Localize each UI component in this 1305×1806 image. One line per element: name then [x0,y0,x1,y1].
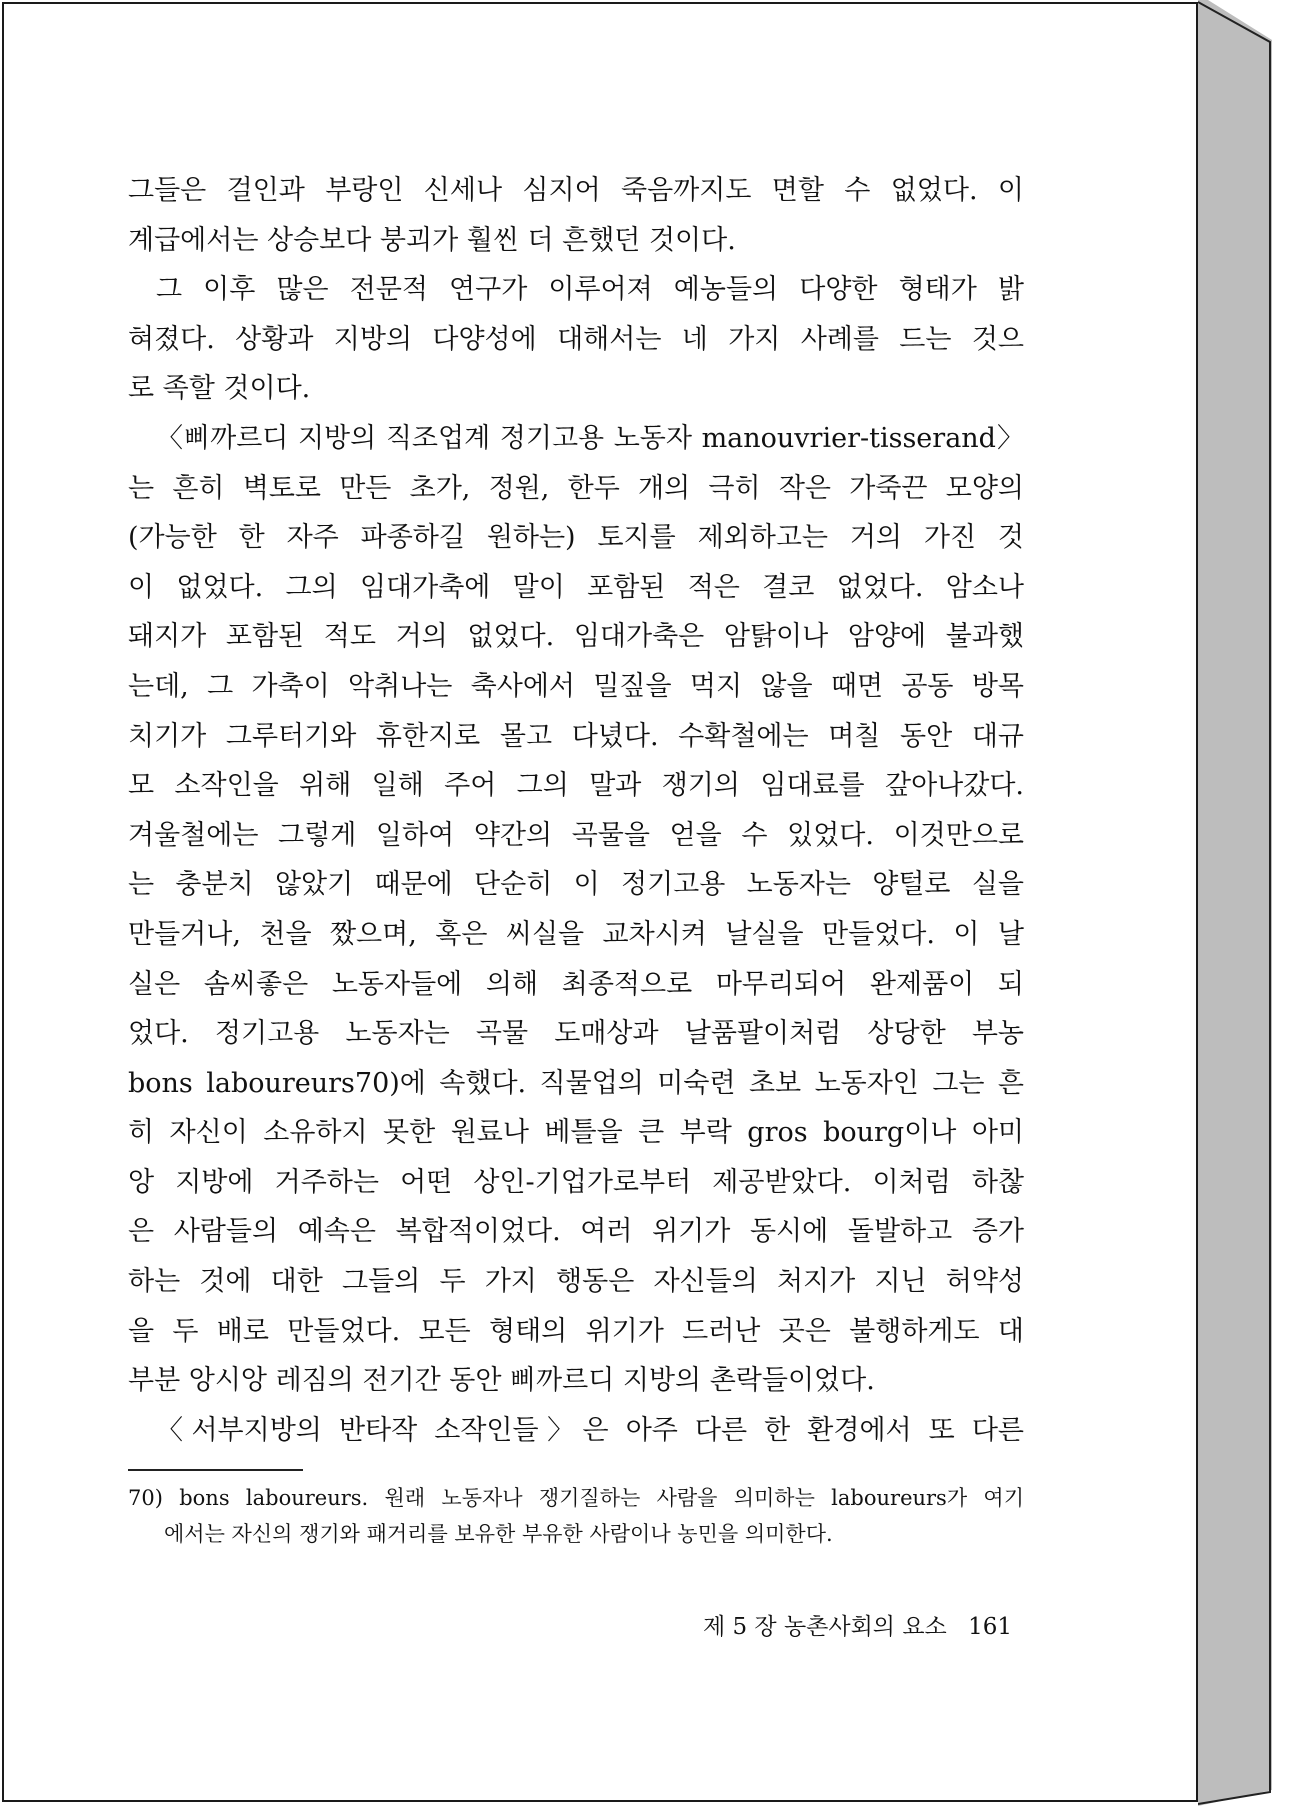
text-line: 로 족할 것이다. [128,373,311,405]
text-line: 〈서부지방의 반타작 소작인들〉은 아주 다른 한 환경에서 또 다른 [156,1414,1024,1446]
footnote [128,1480,1024,1552]
text-line: 는 충분치 않았기 때문에 단순히 이 정기고용 노동자는 양털로 실을 [128,869,1024,901]
text-line: 〈삐까르디 지방의 직조업계 정기고용 노동자 manouvrier-tisserand〉 [156,422,1024,454]
text-line: 겨울철에는 그렇게 일하여 약간의 곡물을 얻을 수 있었다. 이것만으로 [128,819,1024,851]
text-line: 치기가 그루터기와 휴한지로 몰고 다녔다. 수확철에는 며칠 동안 대규 [128,720,1024,752]
text-line: 이 없었다. 그의 임대가축에 말이 포함된 적은 결코 없었다. 암소나 [128,571,1024,603]
text-line: 계급에서는 상승보다 붕괴가 훨씬 더 흔했던 것이다. [128,224,736,256]
text-line: 실은 솜씨좋은 노동자들에 의해 최종적으로 마무리되어 완제품이 되 [128,968,1024,1000]
footnote-divider [128,1469,303,1471]
text-line: 그 이후 많은 전문적 연구가 이루어져 예농들의 다양한 형태가 밝 [156,274,1024,306]
page-edge-face [1198,0,1272,1806]
running-footer [703,1608,1012,1641]
text-line: 만들거나, 천을 짰으며, 혹은 씨실을 교차시켜 날실을 만들었다. 이 날 [128,918,1024,950]
text-line: 는데, 그 가축이 악취나는 축사에서 밀짚을 먹지 않을 때면 공동 방목 [128,670,1024,702]
text-line: 을 두 배로 만들었다. 모든 형태의 위기가 드러난 곳은 불행하게도 대 [128,1315,1024,1347]
page-number: 161 [968,1614,1012,1640]
text-line: 하는 것에 대한 그들의 두 가지 행동은 자신들의 처지가 지닌 허약성 [128,1266,1024,1298]
book-page [2,2,1198,1802]
text-line: 었다. 정기고용 노동자는 곡물 도매상과 날품팔이처럼 상당한 부농 [128,1018,1024,1050]
text-line: 히 자신이 소유하지 못한 원료나 베틀을 큰 부락 gros bourg이나 아미 [128,1117,1024,1149]
footnote-line: 에서는 자신의 쟁기와 패거리를 보유한 부유한 사람이나 농민을 의미한다. [164,1522,833,1546]
text-line: 모 소작인을 위해 일해 주어 그의 말과 쟁기의 임대료를 갚아나갔다. [128,770,1024,802]
text-line: bons laboureurs70)에 속했다. 직물업의 미숙련 초보 노동자인 그는 흔 [128,1067,1024,1099]
text-line: 은 사람들의 예속은 복합적이었다. 여러 위기가 동시에 돌발하고 증가 [128,1216,1024,1248]
text-line: 혀졌다. 상황과 지방의 다양성에 대해서는 네 가지 사례를 드는 것으 [128,323,1024,355]
text-line: 그들은 걸인과 부랑인 신세나 심지어 죽음까지도 면할 수 없었다. 이 [128,175,1024,206]
body-text [128,166,1024,1455]
chapter-title: 제 5 장 농촌사회의 요소 [702,1614,947,1640]
text-line: 앙 지방에 거주하는 어떤 상인-기업가로부터 제공받았다. 이처럼 하찮 [128,1166,1024,1198]
text-line: (가능한 한 자주 파종하길 원하는) 토지를 제외하고는 거의 가진 것 [128,522,1024,554]
text-line: 돼지가 포함된 적도 거의 없었다. 임대가축은 암탉이나 암양에 불과했 [128,621,1024,653]
footnote-line: 70) bons laboureurs. 원래 노동자나 쟁기질하는 사람을 의미하는 laboureurs가 여기 [128,1486,1024,1510]
text-line: 부분 앙시앙 레짐의 전기간 동안 삐까르디 지방의 촌락들이었다. [128,1365,875,1397]
text-line: 는 흔히 벽토로 만든 초가, 정원, 한두 개의 극히 작은 가죽끈 모양의 [128,472,1024,504]
page-edge-shadow [1198,0,1278,1806]
